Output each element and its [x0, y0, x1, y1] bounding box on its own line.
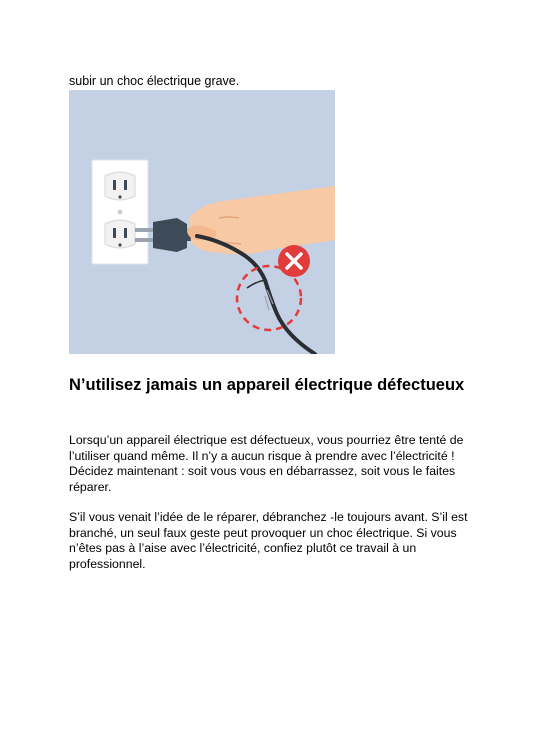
section-heading: N’utilisez jamais un appareil électrique défectueux [69, 376, 465, 394]
wall-outlet-icon [92, 160, 148, 264]
paragraph-2: S’il vous venait l’idée de le réparer, débranchez -le toujours avant. S’il est branché, un seul faux geste peut provoquer un choc électrique. Si vous n’êtes pas à l’aise avec l’électricité, confiez plutôt ce travail à un professionnel. [69, 510, 468, 571]
intro-text-line: subir un choc électrique grave. [69, 74, 240, 88]
warning-cross-icon [278, 245, 310, 277]
illustration-faulty-cable [69, 90, 335, 354]
paragraph-1: Lorsqu’un appareil électrique est défectueux, vous pourriez être tenté de l’utiliser quand même. Il n’y a aucun risque à prendre avec l’électricité ! Décidez maintenant : soit vous vous en débarrassez, soit vous le faites réparer. [69, 433, 464, 494]
